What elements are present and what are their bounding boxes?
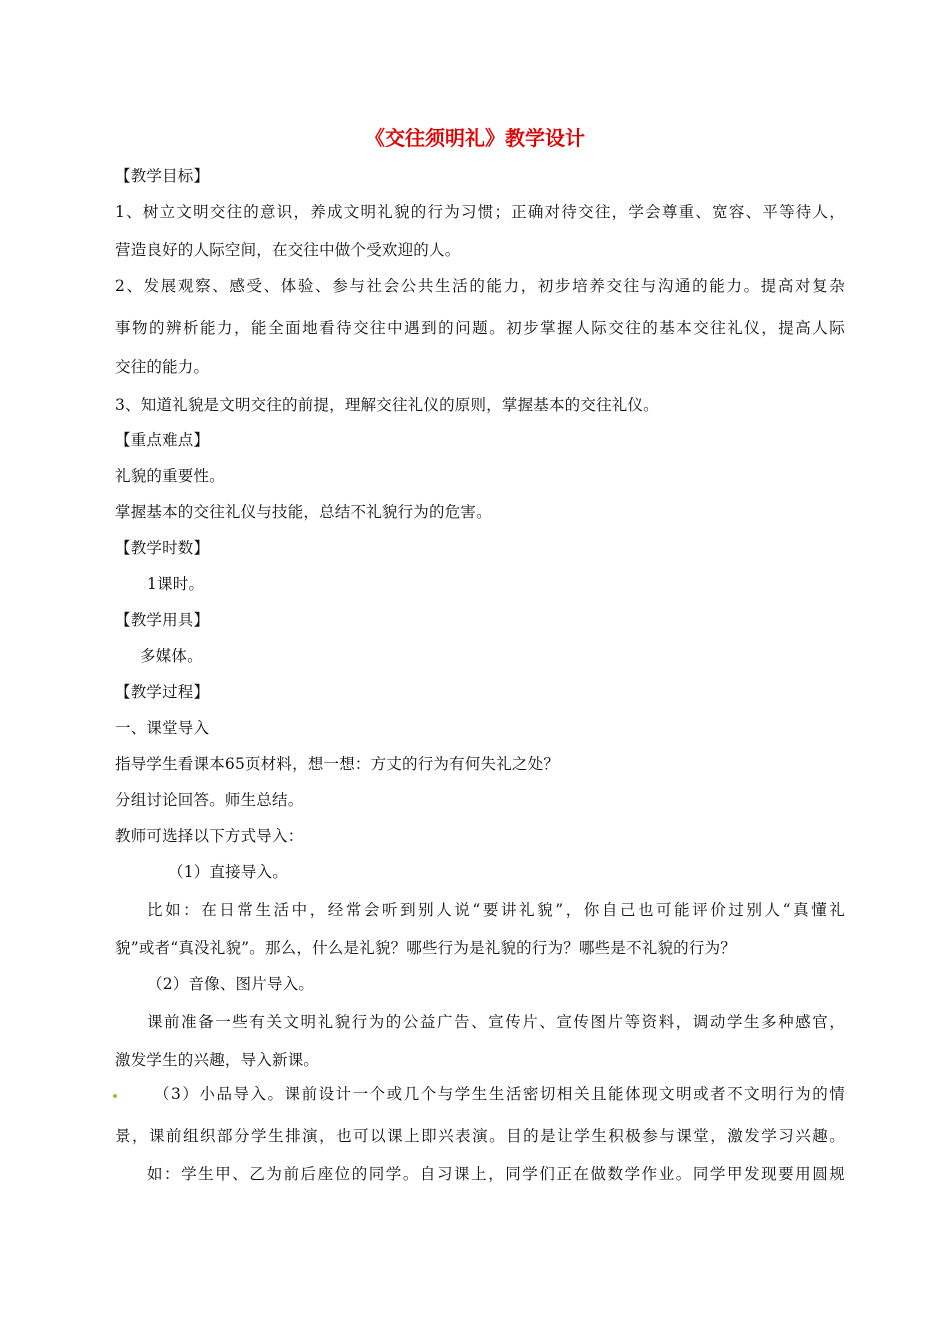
goal-2-line-1: 2、发展观察、感受、体验、参与社会公共生活的能力，初步培养交往与沟通的能力。提高对复杂 [115,277,845,295]
heading-teaching-process: 【教学过程】 [115,683,210,701]
process-paragraph-3: 教师可选择以下方式导入： [115,827,304,845]
heading-key-points: 【重点难点】 [115,431,210,449]
method-1-line-1: 比如：在日常生活中，经常会听到别人说“要讲礼貌”，你自己也可能评价过别人“真懂礼 [147,901,845,919]
goal-3: 3、知道礼貌是文明交往的前提，理解交往礼仪的原则，掌握基本的交往礼仪。 [115,396,659,414]
process-paragraph-2: 分组讨论回答。师生总结。 [115,791,304,809]
key-point-2: 掌握基本的交往礼仪与技能，总结不礼貌行为的危害。 [115,503,492,521]
key-point-1: 礼貌的重要性。 [115,467,225,485]
method-3-line-1: （3）小品导入。课前设计一个或几个与学生生活密切相关且能体现文明或者不文明行为的情 [154,1085,845,1103]
goal-1-line-1: 1、树立文明交往的意识，养成文明礼貌的行为习惯；正确对待交往，学会尊重、宽容、平等待人， [115,203,845,221]
method-3-line-2: 景，课前组织部分学生排演，也可以课上即兴表演。目的是让学生积极参与课堂，激发学习兴趣。 [115,1127,845,1145]
teaching-tools: 多媒体。 [140,647,203,665]
goal-2-line-3: 交往的能力。 [115,358,210,376]
goal-2-line-2: 事物的辨析能力，能全面地看待交往中遇到的问题。初步掌握人际交往的基本交往礼仪，提高人际 [115,319,845,337]
margin-mark [113,1094,117,1098]
teaching-hours: 1课时。 [147,575,205,593]
document-title: 《交往须明礼》教学设计 [365,126,585,150]
method-2-line-1: 课前准备一些有关文明礼貌行为的公益广告、宣传片、宣传图片等资料，调动学生多种感官， [147,1013,845,1031]
goal-1-line-2: 营造良好的人际空间，在交往中做个受欢迎的人。 [115,241,461,259]
step-1-heading: 一、课堂导入 [115,719,210,737]
method-2-line-2: 激发学生的兴趣，导入新课。 [115,1051,320,1069]
heading-teaching-goals: 【教学目标】 [115,167,210,185]
method-3-line-3: 如：学生甲、乙为前后座位的同学。自习课上，同学们正在做数学作业。同学甲发现要用圆规 [147,1165,845,1183]
heading-teaching-hours: 【教学时数】 [115,539,210,557]
method-2-heading: （2）音像、图片导入。 [147,975,315,993]
heading-teaching-tools: 【教学用具】 [115,611,210,629]
method-1-heading: （1）直接导入。 [168,863,288,881]
method-1-line-2: 貌”或者“真没礼貌”。那么，什么是礼貌？哪些行为是礼貌的行为？哪些是不礼貌的行为？ [115,939,736,957]
process-paragraph-1: 指导学生看课本65页材料，想一想：方丈的行为有何失礼之处？ [115,755,560,773]
